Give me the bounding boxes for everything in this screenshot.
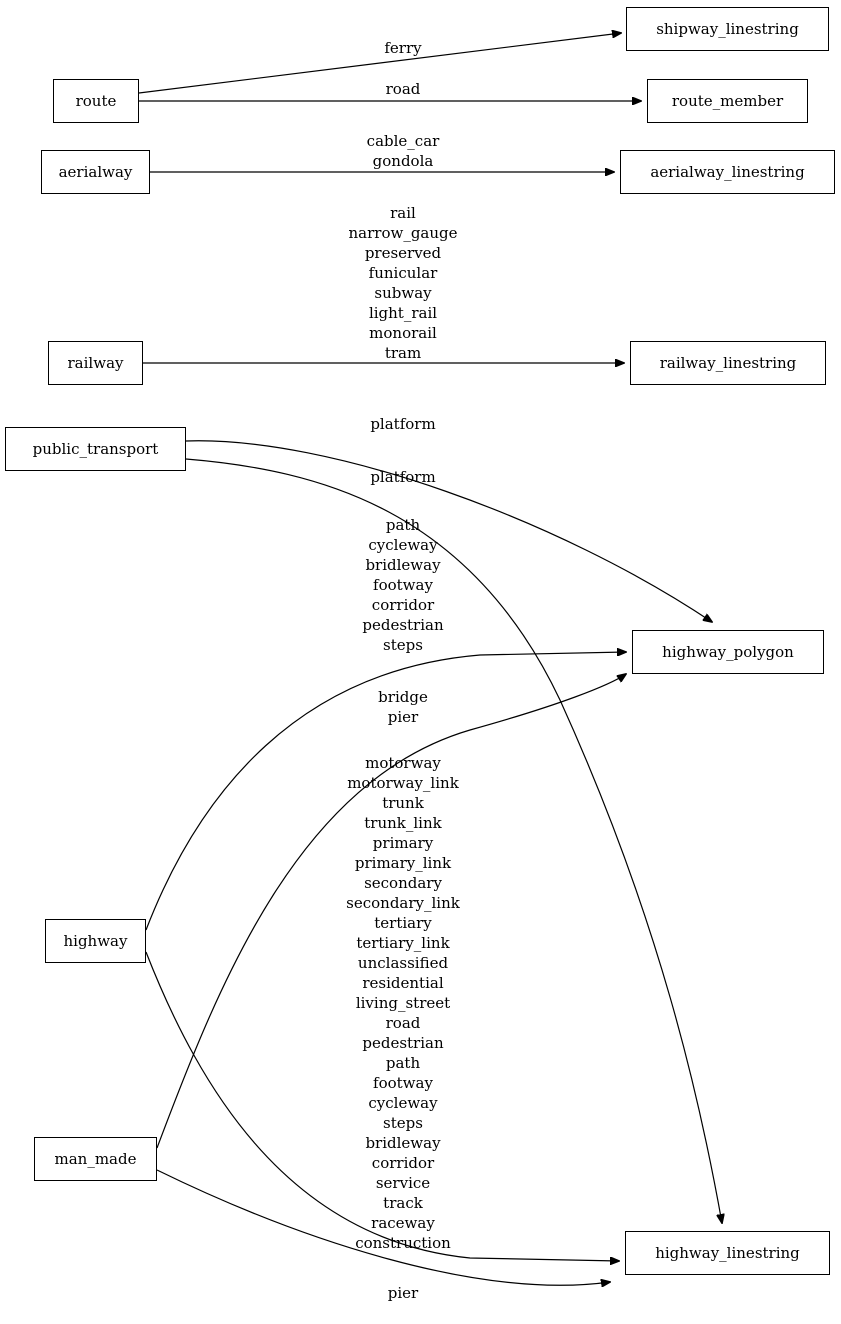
edge-label-line: tertiary [374,914,432,932]
edge-label-line: bridleway [365,1134,441,1152]
edge-label-line: tertiary_link [356,934,450,952]
node-highway_linestring[interactable] [625,1231,830,1275]
node-aerialway_linestring[interactable] [620,150,835,194]
node-label: highway [63,932,128,950]
edge-public_transport-highway_polygon [186,441,712,622]
edge-label-line: unclassified [357,954,449,972]
edge-label-line: track [383,1194,423,1212]
edge-label-line: preserved [364,244,442,262]
edge-label-line: ferry [384,39,422,57]
edge-label-line: platform [370,415,436,433]
edge-label-line: secondary_link [346,894,460,912]
edge-label-line: road [385,80,421,98]
edge-label-route-member [386,79,421,99]
edge-label-line: secondary [364,874,442,892]
edge-label-public_transport-highway_linestring [370,467,435,487]
node-railway_linestring[interactable] [630,341,826,385]
node-route_member[interactable] [647,79,808,123]
node-highway_polygon[interactable] [632,630,824,674]
edge-label-man_made-highway_linestring [388,1283,418,1303]
edge-label-line: footway [373,576,433,594]
edge-label-line: platform [370,468,436,486]
edge-label-line: light_rail [368,304,438,322]
node-man_made[interactable] [34,1137,157,1181]
edge-label-line: footway [373,1074,433,1092]
edge-label-line: monorail [369,324,437,342]
edge-label-line: raceway [371,1214,435,1232]
edge-label-line: pedestrian [362,616,444,634]
node-shipway_linestring[interactable] [626,7,829,51]
edge-label-line: bridge [378,688,428,706]
edge-label-line: primary [372,834,434,852]
edge-label-aerialway-aerialway_linestring [367,131,440,171]
edge-label-line: corridor [371,1154,435,1172]
edge-label-line: steps [383,1114,423,1132]
edge-label-line: tram [384,344,422,362]
node-label: railway [67,354,124,372]
edge-label-line: rail [390,204,416,222]
edge-label-line: residential [362,974,444,992]
edge-label-line: motorway_link [347,774,459,792]
edge-label-line: path [385,1054,421,1072]
node-label: route [75,92,117,110]
node-label: highway_linestring [655,1244,800,1262]
edge-label-line: subway [374,284,432,302]
edge-label-highway-highway_polygon [362,515,443,655]
edge-label-line: pier [387,1284,419,1302]
edge-label-line: road [385,1014,421,1032]
edge-label-man_made-highway_polygon [378,687,428,727]
node-route[interactable] [53,79,139,123]
edge-label-route-shipway [384,38,421,58]
node-label: public_transport [32,440,159,458]
node-label: highway_polygon [662,643,794,661]
edge-label-line: pier [387,708,419,726]
edge-label-line: cable_car [366,132,440,150]
node-label: aerialway [58,163,133,181]
edge-label-line: motorway [365,754,441,772]
edge-route-shipway [139,33,621,93]
node-aerialway[interactable] [41,150,150,194]
edge-label-line: path [385,516,421,534]
edge-label-line: narrow_gauge [348,224,458,242]
edge-label-line: trunk [382,794,424,812]
edge-label-line: steps [383,636,423,654]
edge-label-line: cycleway [368,1094,438,1112]
edge-label-line: primary_link [354,854,452,872]
edge-label-line: trunk_link [364,814,442,832]
node-label: man_made [54,1150,137,1168]
edge-label-line: bridleway [365,556,441,574]
edge-label-line: pedestrian [362,1034,444,1052]
node-railway[interactable] [48,341,143,385]
node-highway[interactable] [45,919,146,963]
node-public_transport[interactable] [5,427,186,471]
node-label: shipway_linestring [656,20,799,38]
node-label: aerialway_linestring [650,163,805,181]
edge-label-line: living_street [355,994,451,1012]
edge-label-line: corridor [371,596,435,614]
edge-label-line: funicular [368,264,438,282]
edge-label-railway-railway_linestring [349,203,458,363]
edge-label-line: cycleway [368,536,438,554]
edge-label-public_transport-highway_polygon [370,414,435,434]
node-label: railway_linestring [659,354,797,372]
node-label: route_member [671,92,784,110]
edge-label-line: gondola [372,152,434,170]
edge-label-line: construction [355,1234,451,1252]
edge-label-line: service [375,1174,431,1192]
edge-label-highway-highway_linestring [346,753,460,1253]
